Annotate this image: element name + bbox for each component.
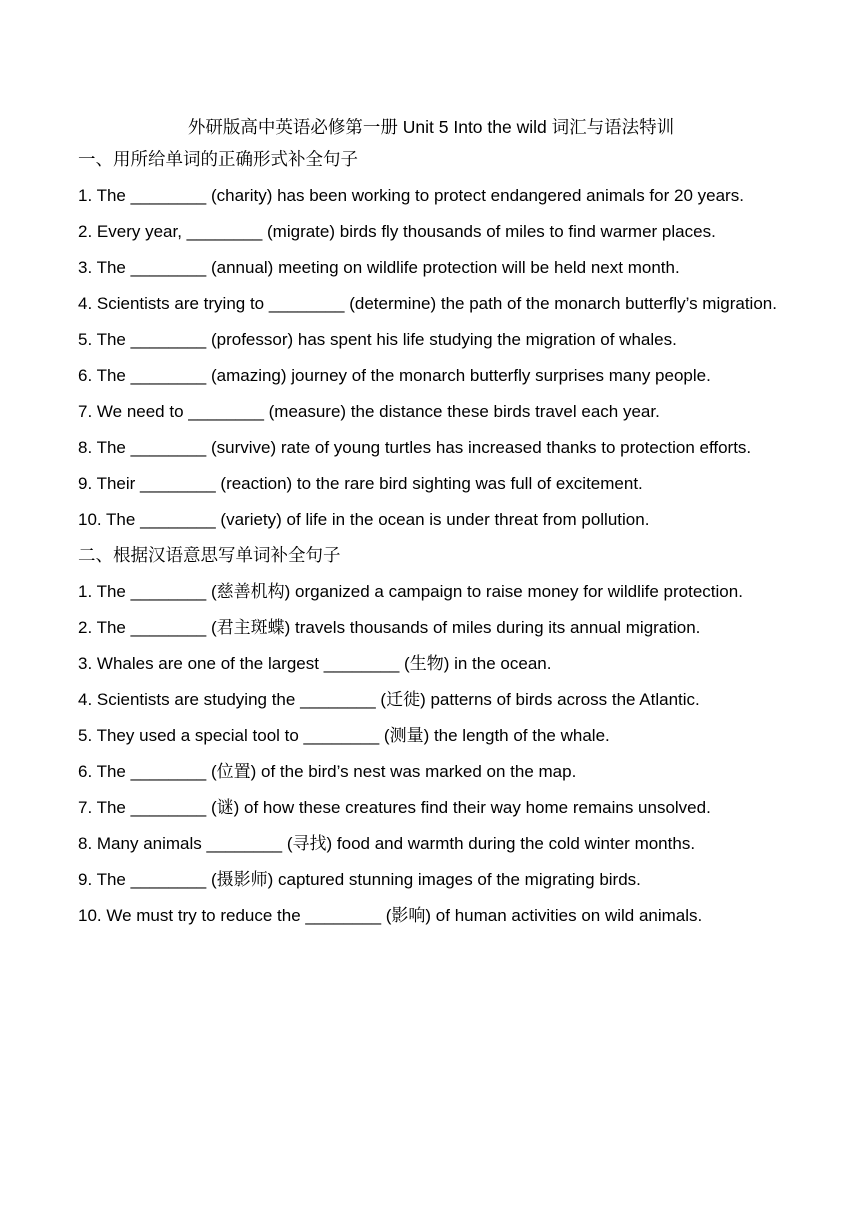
section-1 [78,142,784,538]
question-item: 3. The ________ (annual) meeting on wildlife protection will be held next month. [78,258,680,277]
question-item: 5. The ________ (professor) has spent his life studying the migration of whales. [78,330,677,349]
question-item: 10. We must try to reduce the ________ (影响) of human activities on wild animals. [78,906,703,925]
section-2 [78,538,784,934]
question-item: 2. Every year, ________ (migrate) birds fly thousands of miles to find warmer places. [78,222,716,241]
question-item: 8. Many animals ________ (寻找) food and warmth during the cold winter months. [78,834,696,853]
question-item: 1. The ________ (慈善机构) organized a campaign to raise money for wildlife protection. [78,582,743,601]
section-heading: 一、用所给单词的正确形式补全句子 [78,150,358,170]
document-title: 外研版高中英语必修第一册 Unit 5 Into the wild 词汇与语法特训 [187,117,675,137]
question-item: 2. The ________ (君主斑蝶) travels thousands of miles during its annual migration. [78,618,701,637]
question-item: 4. Scientists are trying to ________ (determine) the path of the monarch butterfly’s migration. [78,294,777,313]
question-item: 9. Their ________ (reaction) to the rare bird sighting was full of excitement. [78,474,643,493]
question-item: 9. The ________ (摄影师) captured stunning images of the migrating birds. [78,870,641,889]
section-heading: 二、根据汉语意思写单词补全句子 [78,546,341,566]
question-item: 7. We need to ________ (measure) the distance these birds travel each year. [78,402,660,421]
question-item: 10. The ________ (variety) of life in the ocean is under threat from pollution. [78,510,650,529]
question-item: 8. The ________ (survive) rate of young turtles has increased thanks to protection efforts. [78,438,752,457]
question-item: 4. Scientists are studying the ________ (迁徙) patterns of birds across the Atlantic. [78,690,700,709]
question-item: 5. They used a special tool to ________ (测量) the length of the whale. [78,726,610,745]
question-item: 7. The ________ (谜) of how these creatures find their way home remains unsolved. [78,798,711,817]
question-item: 1. The ________ (charity) has been working to protect endangered animals for 20 years. [78,186,744,205]
question-item: 3. Whales are one of the largest ________ (生物) in the ocean. [78,654,552,673]
worksheet-page [78,112,784,934]
question-item: 6. The ________ (amazing) journey of the monarch butterfly surprises many people. [78,366,711,385]
question-item: 6. The ________ (位置) of the bird’s nest was marked on the map. [78,762,577,781]
